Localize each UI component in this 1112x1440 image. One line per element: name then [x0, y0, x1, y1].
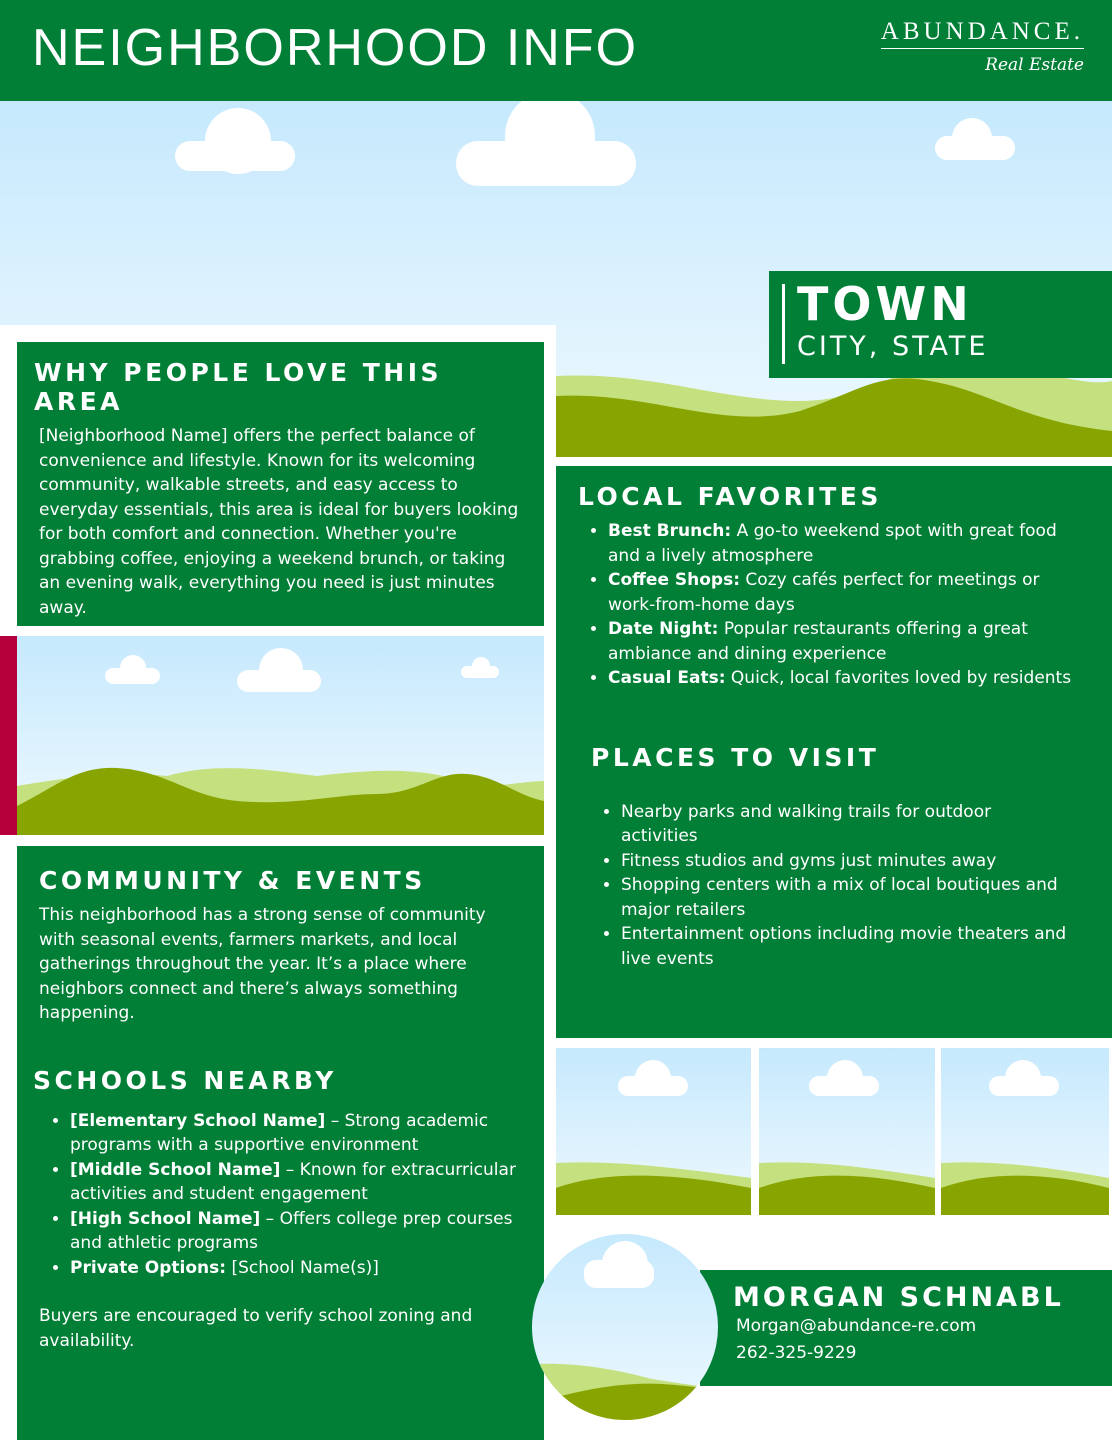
list-item: • [Middle School Name] – Known for extracurricular activities and student engagement [70, 1158, 524, 1207]
why-heading: WHY PEOPLE LOVE THIS AREA [34, 358, 443, 416]
favorites-heading: LOCAL FAVORITES [578, 482, 882, 511]
agent-photo [532, 1234, 718, 1420]
list-item: • Date Night: Popular restaurants offering a great ambiance and dining experience [608, 617, 1072, 666]
schools-heading: SCHOOLS NEARBY [33, 1065, 337, 1095]
schools-note: Buyers are encouraged to verify school zoning and availability. [39, 1306, 473, 1351]
agent-card [700, 1270, 1112, 1386]
gallery-image-1 [556, 1048, 751, 1215]
landscape-image [17, 636, 544, 835]
gallery-image-2 [759, 1048, 935, 1215]
agent-name: MORGAN SCHNABL [733, 1282, 1064, 1313]
list-item: • Private Options: [School Name(s)] [70, 1256, 524, 1281]
agent-phone[interactable]: 262-325-9229 [736, 1343, 857, 1363]
logo-brand: ABUNDANCE. [881, 18, 1084, 49]
town-name: TOWN [797, 277, 973, 331]
community-body: This neighborhood has a strong sense of community with seasonal events, farmers markets, and local gatherings throughout the year. It’s a place where neighbors connect and there’s always something happening. [39, 905, 486, 1023]
list-item: • Nearby parks and walking trails for outdoor activities [621, 800, 1072, 849]
why-body: [Neighborhood Name] offers the perfect balance of convenience and lifestyle. Known for its welcoming community, walkable streets, and easy access to everyday essentials, this area is ideal for buyers looking for both comfort and connection. Whether you're grabbing coffee, enjoying a weekend brunch, or taking an evening walk, everything you need is just minutes away. [39, 426, 519, 618]
places-heading: PLACES TO VISIT [591, 742, 880, 772]
list-item: • Entertainment options including movie theaters and live events [621, 922, 1072, 971]
list-item: • [High School Name] – Offers college prep courses and athletic programs [70, 1207, 524, 1256]
favorites-section [556, 466, 1112, 1038]
logo [881, 18, 1084, 75]
community-section [17, 846, 544, 1440]
why-section [17, 342, 544, 626]
list-item: • Coffee Shops: Cozy cafés perfect for meetings or work-from-home days [608, 568, 1072, 617]
logo-script: Real Estate [985, 55, 1084, 75]
list-item: • Best Brunch: A go-to weekend spot with great food and a lively atmosphere [608, 519, 1072, 568]
page-title: NEIGHBORHOOD INFO [32, 19, 639, 77]
accent-strip [0, 636, 17, 835]
city-state: CITY, STATE [797, 331, 989, 362]
list-item: • Casual Eats: Quick, local favorites loved by residents [608, 666, 1072, 691]
header [0, 0, 1112, 101]
location-box [769, 271, 1112, 378]
favorites-list [578, 519, 1072, 691]
community-heading: COMMUNITY & EVENTS [39, 866, 426, 895]
list-item: • Shopping centers with a mix of local boutiques and major retailers [621, 873, 1072, 922]
schools-list [39, 1109, 524, 1281]
gallery-image-3 [941, 1048, 1109, 1215]
list-item: • [Elementary School Name] – Strong academic programs with a supportive environment [70, 1109, 524, 1158]
agent-email[interactable]: Morgan@abundance-re.com [736, 1316, 977, 1336]
places-list [578, 800, 1072, 972]
list-item: • Fitness studios and gyms just minutes away [621, 849, 1072, 874]
